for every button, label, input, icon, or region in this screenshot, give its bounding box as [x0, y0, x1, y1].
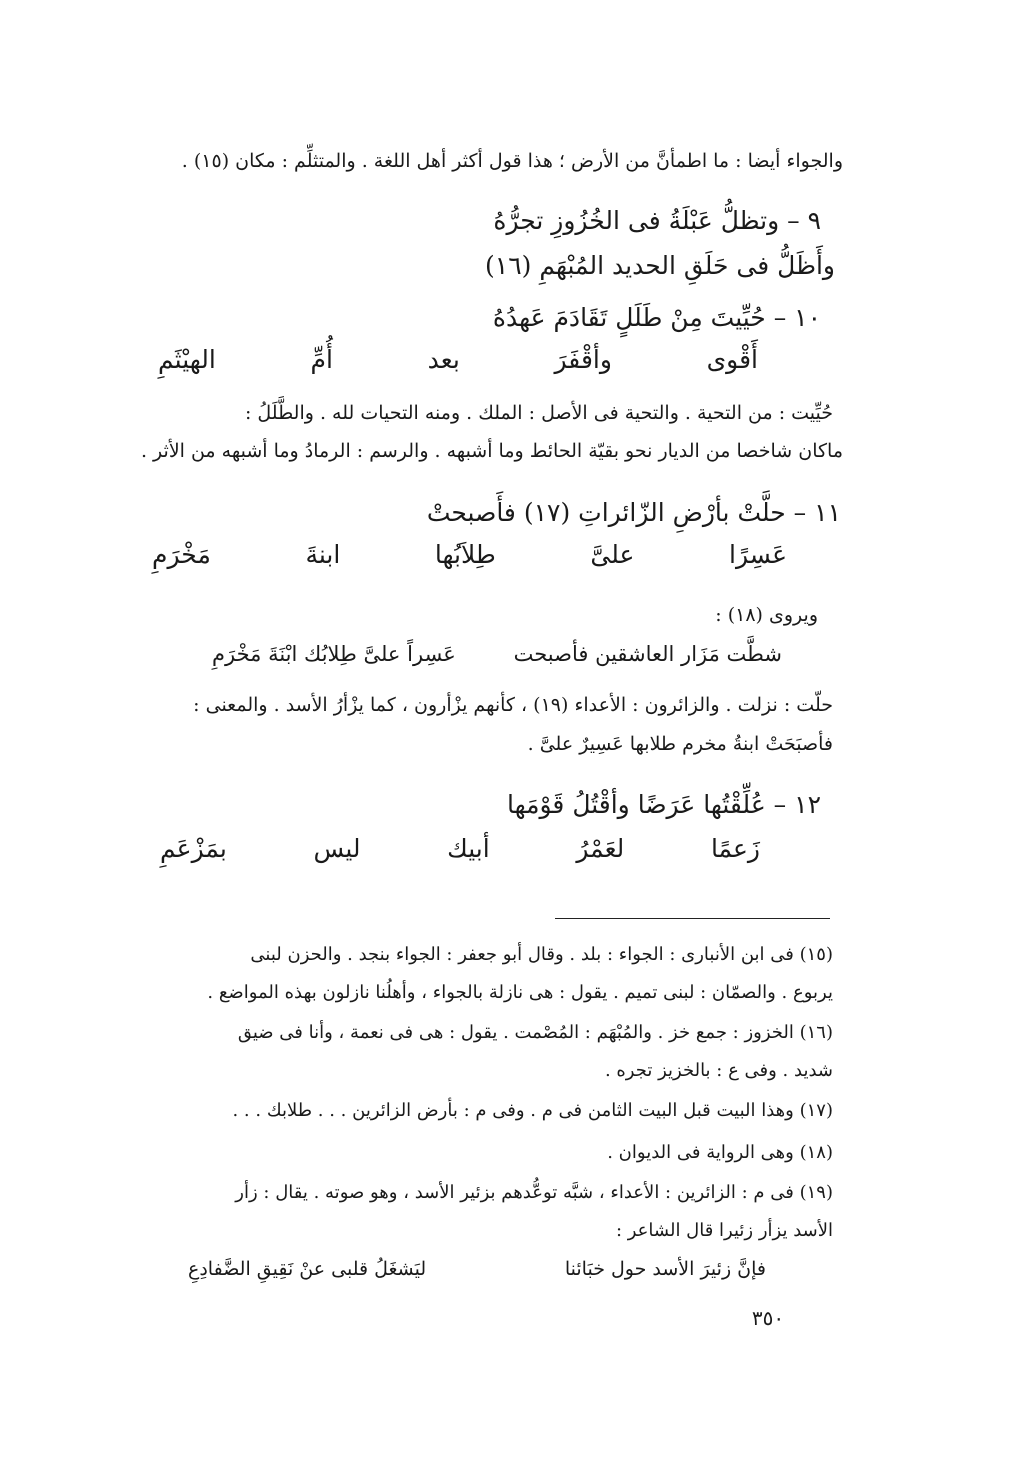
footnote-line: شديد . وفى ع : بالخزيز تجره .: [604, 1060, 833, 1081]
word: زَعمًا: [710, 834, 760, 863]
word: ابنةَ: [305, 540, 341, 569]
verse-10-first: ١٠ – حُيِّيتَ مِنْ طَلَلٍ تَقَادَمَ عَهدُهُ: [492, 303, 821, 332]
word: بعد: [427, 345, 460, 374]
footnote-line: يربوع . والصمّان : لبنى تميم . يقول : هى نازلة بالجواء ، وأهلُنا نازلون بهذه المواضع .: [207, 982, 833, 1003]
word: مَخْرَمِ: [152, 540, 211, 569]
variant-verse: [212, 642, 782, 666]
word: أبيك: [447, 834, 490, 863]
verse-9-first: ٩ – وتظلُّ عَبْلَةُ فى الخُزُوزِ تجرُّهُ: [493, 206, 821, 235]
verse-11-first: ١١ – حلَّتْ بأرْضِ الزّائراتِ (١٧) فأَصبحتْ: [426, 498, 841, 527]
prose-line: ماكان شاخصا من الديار نحو بقيّة الحائط وما أشبهه . والرسم : الرمادُ وما أشبهه من الأثر .: [140, 440, 843, 462]
verse-10-second: [158, 345, 758, 374]
footnote-line: الأسد يزأر زئيرا قال الشاعر :: [615, 1220, 833, 1241]
footnote-line: (١٥) فى ابن الأنبارى : الجواء : بلد . وقال أبو جعفر : الجواء بنجد . والحزن لبنى: [250, 944, 833, 965]
word: علىَّ: [590, 540, 635, 569]
verse-9-second: وأَظَلُّ فى حَلَقِ الحديد المُبْهَمِ (١٦): [485, 251, 835, 280]
word: لعَمْرُ: [576, 834, 625, 863]
prose-line: حلّت : نزلت . والزائرون : الأعداء (١٩) ، كأنهم يزْأرون ، كما يزْأرُ الأسد . والمعنى :: [193, 694, 833, 716]
verse-12-first: ١٢ – عُلِّقْتُها عَرَضًا وأقْتُلُ قَوْمَها: [506, 790, 821, 819]
verse-11-second: [152, 540, 787, 569]
prose-line: فأصبَحَتْ ابنةُ مخرم طلابها عَسِيرٌ علىَّ .: [527, 733, 833, 755]
word: عَسِرًا: [729, 540, 787, 569]
word: أُمِّ: [310, 345, 333, 374]
hemistich: ليَشغَلُ قلبى عنْ نَقِيقِ الضَّفادِعِ: [188, 1258, 427, 1280]
prose-line: ويروى (١٨) :: [715, 604, 818, 626]
footnote-line: (١٩) فى م : الزائرين : الأعداء ، شبَّه توعُّدهم بزئير الأسد ، وهو صوته . يقال : زأر: [235, 1182, 833, 1203]
prose-line: حُيِّيت : من التحية . والتحية فى الأصل : الملك . ومنه التحيات لله . والطَّلَلُ :: [244, 402, 833, 424]
verse-12-second: [160, 834, 760, 863]
word: طِلاَبُها: [434, 540, 496, 569]
footnote-line: (١٨) وهى الرواية فى الديوان .: [607, 1142, 833, 1163]
word: أَقْوى: [706, 345, 758, 374]
footnote-divider: [555, 918, 830, 919]
hemistich: شطَّت مَزَار العاشقين فأصبحت: [513, 642, 782, 666]
page-number: ٣٥٠: [751, 1306, 785, 1330]
hemistich: فإنَّ زئيرَ الأسد حول خبَائنا: [564, 1258, 766, 1280]
word: وأقْفَرَ: [554, 345, 612, 374]
footnote-line: (١٦) الخزوز : جمع خز . والمُبْهَم : المُصْمت . يقول : هى فى نعمة ، وأنا فى ضيق: [237, 1022, 833, 1043]
hemistich: عَسِراً علىَّ طِلابُك ابْنَةَ مَخْرَمِ: [212, 642, 456, 666]
footnote-verse: [188, 1258, 766, 1280]
word: بمَزْعَمِ: [160, 834, 227, 863]
footnote-line: (١٧) وهذا البيت قبل البيت الثامن فى م . وفى م : بأرض الزائرين . . . طلابك . . .: [232, 1100, 833, 1121]
word: ليس: [313, 834, 361, 863]
word: الهيْثَمِ: [158, 345, 216, 374]
prose-line: والجواء أيضا : ما اطمأنَّ من الأرض ؛ هذا قول أكثر أهل اللغة . والمتثلِّم : مكان (١٥) .: [181, 150, 843, 172]
